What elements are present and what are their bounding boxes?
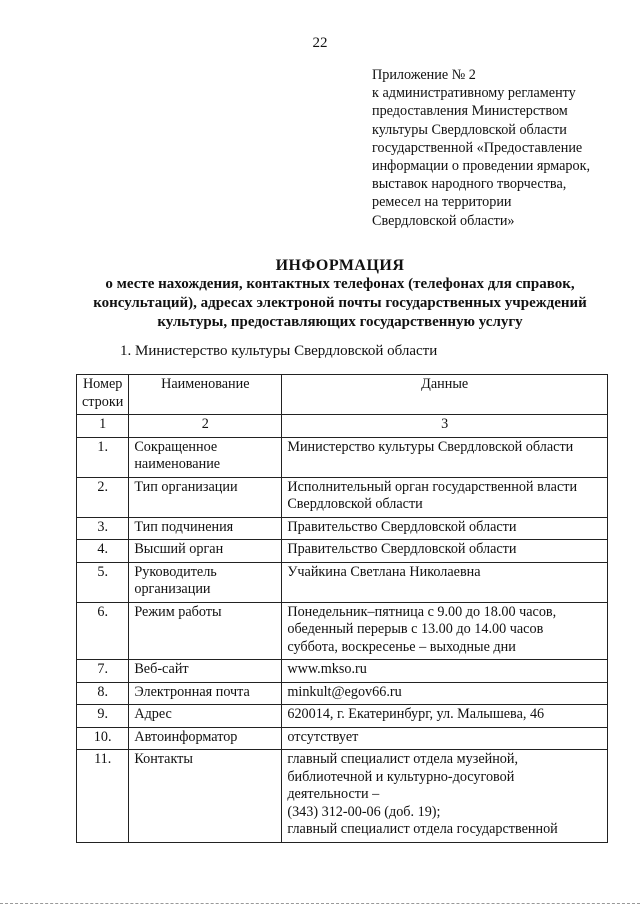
- row-number-cell: 3.: [77, 517, 129, 540]
- table-row: [77, 660, 608, 683]
- row-data-line: Понедельник–пятница с 9.00 до 18.00 часов,: [287, 603, 557, 620]
- table-row: [77, 437, 608, 477]
- appendix-note: [372, 66, 632, 230]
- row-data-line: Учайкина Светлана Николаевна: [287, 563, 481, 580]
- row-name-cell: Электронная почта: [129, 682, 282, 705]
- row-name-cell: Тип подчинения: [129, 517, 282, 540]
- row-name-cell: Высший орган: [129, 540, 282, 563]
- table-row: [77, 750, 608, 843]
- row-number-cell: 11.: [77, 750, 129, 843]
- row-data-cell: [282, 562, 608, 602]
- section-title: 1. Министерство культуры Свердловской области: [120, 343, 438, 359]
- row-number-cell: 1.: [77, 437, 129, 477]
- row-data-cell: [282, 727, 608, 750]
- column-number-row: [77, 415, 608, 438]
- header-cell-number: Номер строки: [77, 375, 129, 415]
- table-row: [77, 562, 608, 602]
- row-data-cell: [282, 517, 608, 540]
- row-number-cell: 10.: [77, 727, 129, 750]
- heading-title: ИНФОРМАЦИЯ: [275, 257, 405, 274]
- row-data-cell: [282, 750, 608, 843]
- row-name-cell: Сокращенное наименование: [129, 437, 282, 477]
- appendix-line: к административному регламенту: [372, 85, 576, 102]
- info-table: [76, 374, 608, 843]
- row-data-line: Правительство Свердловской области: [287, 518, 517, 535]
- appendix-line: информации о проведении ярмарок,: [372, 158, 591, 175]
- row-number-cell: 2.: [77, 477, 129, 517]
- row-data-line: Министерство культуры Свердловской области: [287, 438, 574, 455]
- heading-line: консультаций), адресах электроной почты государственных учреждений: [93, 295, 587, 311]
- row-data-cell: [282, 705, 608, 728]
- header-cell-name: Наименование: [129, 375, 282, 415]
- table-row: [77, 705, 608, 728]
- row-number-cell: 4.: [77, 540, 129, 563]
- row-data-cell: [282, 682, 608, 705]
- row-name-cell: Адрес: [129, 705, 282, 728]
- heading-line: о месте нахождения, контактных телефонах (телефонах для справок,: [105, 276, 575, 292]
- table-header-row: [77, 375, 608, 415]
- appendix-line: Приложение № 2: [372, 67, 476, 83]
- row-data-line: (343) 312-00-06 (доб. 19);: [287, 803, 441, 820]
- row-number-cell: 9.: [77, 705, 129, 728]
- row-name-cell: Контакты: [129, 750, 282, 843]
- appendix-line: предоставления Министерством: [372, 103, 568, 120]
- row-data-cell: [282, 660, 608, 683]
- row-data-line: главный специалист отдела государственной: [287, 821, 558, 837]
- row-data-line: суббота, воскресенье – выходные дни: [287, 638, 516, 655]
- row-number-cell: 8.: [77, 682, 129, 705]
- row-name-cell: Автоинформатор: [129, 727, 282, 750]
- table-row: [77, 540, 608, 563]
- row-data-line: отсутствует: [287, 728, 359, 745]
- row-data-line: деятельности –: [287, 786, 380, 802]
- col-number-cell: 1: [77, 415, 129, 438]
- row-data-line: Исполнительный орган государственной власти Свердловской области: [287, 478, 578, 512]
- table-row: [77, 517, 608, 540]
- appendix-line: выставок народного творчества,: [372, 176, 567, 193]
- row-data-line: обеденный перерыв с 13.00 до 14.00 часов: [287, 621, 544, 637]
- heading-line: культуры, предоставляющих государственную услугу: [157, 314, 523, 330]
- page-number: 22: [312, 35, 328, 51]
- appendix-line: ремесел на территории: [372, 194, 512, 211]
- row-data-line: minkult@egov66.ru: [287, 683, 402, 700]
- row-data-line: Правительство Свердловской области: [287, 541, 517, 557]
- row-name-cell: Руководитель организации: [129, 562, 282, 602]
- row-data-line: библиотечной и культурно-досуговой: [287, 768, 515, 785]
- col-number-cell: 3: [282, 415, 608, 438]
- col-number-cell: 2: [129, 415, 282, 438]
- row-data-cell: [282, 437, 608, 477]
- row-name-cell: Режим работы: [129, 602, 282, 660]
- table-row: [77, 727, 608, 750]
- document-heading: [60, 256, 620, 332]
- row-name-cell: Веб-сайт: [129, 660, 282, 683]
- row-data-cell: [282, 602, 608, 660]
- row-number-cell: 6.: [77, 602, 129, 660]
- table-row: [77, 682, 608, 705]
- row-data-line: 620014, г. Екатеринбург, ул. Малышева, 46: [287, 706, 545, 722]
- row-data-cell: [282, 477, 608, 517]
- row-number-cell: 7.: [77, 660, 129, 683]
- appendix-line: государственной «Предоставление: [372, 139, 583, 156]
- table-row: [77, 477, 608, 517]
- row-number-cell: 5.: [77, 562, 129, 602]
- appendix-line: Свердловской области»: [372, 212, 515, 229]
- row-data-line: главный специалист отдела музейной,: [287, 751, 519, 767]
- row-name-cell: Тип организации: [129, 477, 282, 517]
- row-data-cell: [282, 540, 608, 563]
- appendix-line: культуры Свердловской области: [372, 121, 567, 138]
- row-data-line: www.mkso.ru: [287, 661, 367, 677]
- table-row: [77, 602, 608, 660]
- header-cell-data: Данные: [282, 375, 608, 415]
